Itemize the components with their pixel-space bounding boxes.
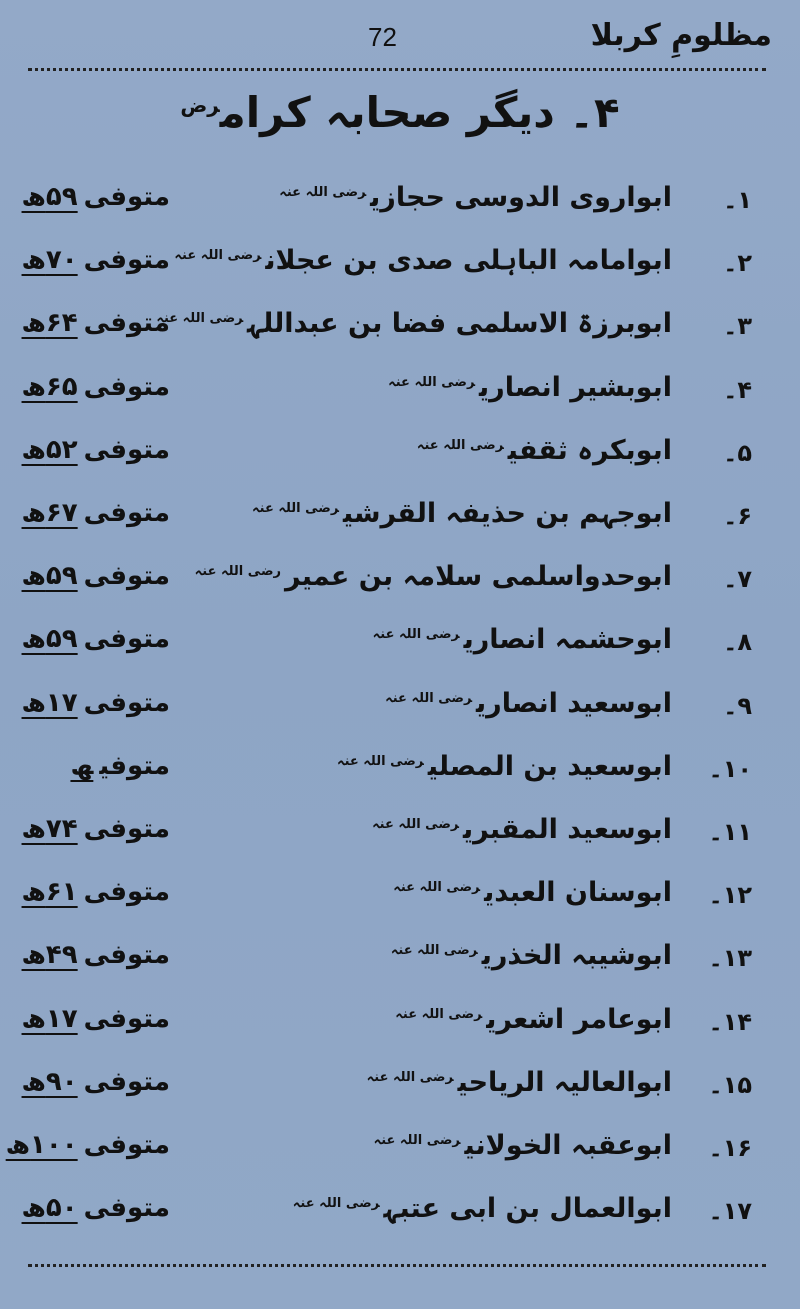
death-year-value: ۶۷ھ: [21, 498, 78, 528]
death-year: [21, 435, 170, 465]
death-label: متوفی: [83, 1193, 170, 1223]
companion-name-text: ابوجہم بن حذیفہ القرشی: [342, 498, 672, 529]
list-item: [0, 1124, 800, 1182]
honorific-mark: رضی اللہ عنہ: [252, 501, 339, 516]
list-item: [0, 618, 800, 676]
companion-name: [252, 1193, 672, 1224]
entry-number: ۱۶۔: [708, 1134, 752, 1162]
companion-name-text: ابوحشمہ انصاری: [463, 624, 672, 655]
death-year: [21, 182, 170, 212]
companion-name: [252, 814, 672, 845]
list-item: [0, 176, 800, 234]
list-item: [0, 998, 800, 1056]
death-year: [21, 877, 170, 907]
death-year: [21, 245, 170, 275]
list-item: [0, 1187, 800, 1245]
entry-number: ۱۔: [723, 186, 752, 214]
companion-name-text: ابوسنان العبدی: [484, 877, 672, 908]
list-item: [0, 745, 800, 803]
death-year: [21, 1193, 170, 1223]
death-year: [21, 940, 170, 970]
companion-name-text: ابواروی الدوسی حجازی: [370, 182, 672, 213]
companion-name-text: ابوبشیر انصاری: [479, 372, 672, 403]
death-year: [30, 751, 170, 781]
death-year: [21, 372, 170, 402]
list-item: [0, 808, 800, 866]
death-label: متوفی: [83, 624, 170, 654]
entry-number: ۱۰۔: [708, 755, 752, 783]
honorific-mark: رضی اللہ عنہ: [416, 438, 504, 453]
death-year-value: ۵۰ھ: [21, 1193, 78, 1223]
entry-number: ۵۔: [723, 439, 752, 467]
death-year-value: ۵۲ھ: [21, 435, 78, 465]
death-year: [21, 308, 170, 338]
death-year-value: ۴۹ھ: [21, 940, 78, 970]
companion-name: [252, 182, 672, 213]
honorific-mark: رضی اللہ عنہ: [372, 817, 459, 832]
honorific-mark: رضی اللہ عنہ: [373, 1133, 461, 1148]
death-label: متوفی: [83, 940, 170, 970]
entry-number: ۳۔: [723, 312, 752, 340]
honorific-mark: رضی اللہ عنہ: [388, 375, 476, 390]
entry-number: ۸۔: [723, 628, 752, 656]
companion-name-text: ابوحدواسلمی سلامہ بن عمیر: [285, 561, 672, 592]
list-item: [0, 492, 800, 550]
death-year: [21, 498, 170, 528]
honorific-mark: رضی اللہ عنہ: [395, 1007, 483, 1022]
death-year-value: ۶۴ھ: [21, 308, 78, 338]
death-label: متوفی: [83, 498, 170, 528]
honorific-mark: رضی اللہ عنہ: [194, 564, 281, 579]
companion-name: [252, 751, 672, 782]
entry-number: ۹۔: [723, 692, 752, 720]
book-title: مظلومِ کربلا: [590, 18, 772, 53]
death-label: متوفی: [99, 751, 170, 781]
death-year-value: ۶۱ھ: [21, 877, 78, 907]
companion-name-text: ابوسعید انصاری: [476, 688, 672, 719]
list-item: [0, 682, 800, 740]
companion-name-text: ابوسعید بن المصلی: [427, 751, 672, 782]
honorific-mark: رضی اللہ عنہ: [156, 311, 244, 326]
companion-name: [252, 1130, 672, 1161]
list-item: [0, 366, 800, 424]
death-year: [21, 688, 170, 718]
companion-name-text: ابوالعمال بن ابی عتبہ: [383, 1193, 672, 1224]
companion-name: [156, 308, 672, 339]
death-label: متوفی: [83, 688, 170, 718]
death-year-value: ۵۹ھ: [21, 624, 78, 654]
list-item: [0, 555, 800, 613]
death-label: متوفی: [83, 435, 170, 465]
bottom-dotted-rule: [28, 1264, 766, 1267]
companion-name-text: ابوبکرہ ثقفی: [507, 435, 672, 466]
list-item: [0, 1061, 800, 1119]
list-item: [0, 239, 800, 297]
death-year-value: ۹۰ھ: [21, 1067, 78, 1097]
section-heading: [180, 88, 620, 137]
death-year-value: ۶۵ھ: [21, 372, 78, 402]
honorific-mark: رضی اللہ عنہ: [393, 880, 481, 895]
death-label: متوفی: [83, 1004, 170, 1034]
companion-name: [252, 1067, 672, 1098]
death-label: متوفی: [83, 561, 170, 591]
companion-name: [194, 561, 672, 592]
list-item: [0, 871, 800, 929]
companion-name-text: ابوشیبہ الخذری: [481, 940, 672, 971]
honorific-mark: رضی اللہ عنہ: [174, 248, 262, 263]
death-year: [5, 1130, 170, 1160]
death-label: متوفی: [83, 1067, 170, 1097]
entry-number: ۱۴۔: [708, 1008, 752, 1036]
honorific-mark: رضی اللہ عنہ: [279, 185, 367, 200]
death-year: [21, 1067, 170, 1097]
companion-name: [252, 877, 672, 908]
death-year-value: ۵۹ھ: [21, 182, 78, 212]
honorific-mark: رضی اللہ عنہ: [390, 943, 478, 958]
death-year-value: ۱۷ھ: [21, 1004, 78, 1034]
companion-name-text: ابوعامر اشعری: [486, 1004, 672, 1035]
death-year-value: ۱۰۰ھ: [5, 1130, 78, 1160]
death-label: متوفی: [83, 814, 170, 844]
death-year-value: ۱۷ھ: [21, 688, 78, 718]
companion-name: [252, 435, 672, 466]
entry-number: ۱۲۔: [708, 881, 752, 909]
companion-name: [252, 372, 672, 403]
death-label: متوفی: [83, 245, 170, 275]
companion-name: [252, 688, 672, 719]
companion-name: [252, 1004, 672, 1035]
companion-name-text: ابوامامہ الباہلی صدی بن عجلان: [265, 245, 672, 276]
entry-number: ۷۔: [723, 565, 752, 593]
honorific-mark: رضی اللہ عنہ: [292, 1196, 380, 1211]
section-heading-honorific: رض: [180, 93, 220, 117]
top-dotted-rule: [28, 68, 766, 71]
list-item: [0, 302, 800, 360]
death-year-value: ۵۹ھ: [21, 561, 78, 591]
death-year-value: ۷۰ھ: [21, 245, 78, 275]
list-item: [0, 934, 800, 992]
entry-number: ۶۔: [723, 502, 752, 530]
honorific-mark: رضی اللہ عنہ: [336, 754, 424, 769]
companion-name: [252, 498, 672, 529]
death-label: متوفی: [83, 182, 170, 212]
companion-name: [252, 624, 672, 655]
companion-name-text: ابوسعید المقبری: [462, 814, 672, 845]
death-label: متوفی: [83, 1130, 170, 1160]
page-number: 72: [368, 22, 397, 52]
death-year: [21, 814, 170, 844]
companion-name: [252, 940, 672, 971]
companion-name: [174, 245, 672, 276]
honorific-mark: رضی اللہ عنہ: [372, 627, 460, 642]
entry-number: ۱۷۔: [708, 1197, 752, 1225]
death-label: متوفی: [83, 877, 170, 907]
section-heading-text: ۴۔ دیگر صحابہ کرام: [219, 88, 620, 137]
death-label: متوفی: [83, 372, 170, 402]
entry-number: ۲۔: [723, 249, 752, 277]
death-year: [21, 561, 170, 591]
death-year-value: ۷۴ھ: [21, 814, 78, 844]
companion-name-text: ابوالعالیہ الریاحی: [457, 1067, 672, 1098]
companion-name-text: ابوعقبہ الخولانی: [464, 1130, 672, 1161]
list-item: [0, 429, 800, 487]
honorific-mark: رضی اللہ عنہ: [385, 691, 473, 706]
death-label: متوفی: [83, 308, 170, 338]
honorific-mark: رضی اللہ عنہ: [366, 1070, 454, 1085]
entry-number: ۴۔: [723, 376, 752, 404]
death-year-value: ھ: [70, 751, 94, 781]
death-year: [21, 624, 170, 654]
companion-name-text: ابوبرزۃ الاسلمی فضا بن عبداللہ: [247, 308, 672, 339]
entry-number: ۱۵۔: [708, 1071, 752, 1099]
entry-number: ۱۳۔: [708, 944, 752, 972]
death-year: [21, 1004, 170, 1034]
entry-number: ۱۱۔: [708, 818, 752, 846]
